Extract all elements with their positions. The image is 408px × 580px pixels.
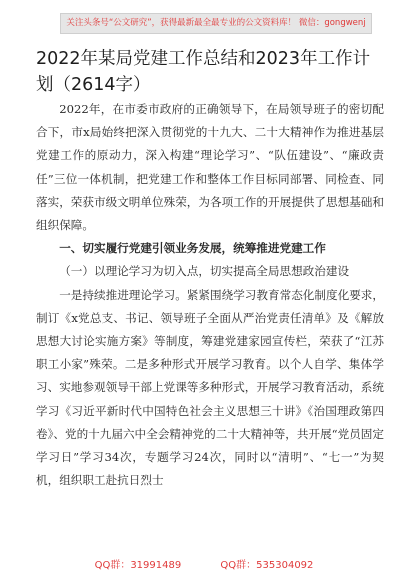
- qq-group-1: QQ群：31991489: [94, 560, 182, 571]
- section-heading-1: 一、切实履行党建引领业务发展，统筹推进党建工作: [59, 241, 326, 256]
- document-page: [36, 46, 384, 492]
- document-title: 2022年某局党建工作总结和2023年工作计划（2614字）: [36, 49, 371, 95]
- qq-group-2: QQ群：535304092: [220, 560, 314, 571]
- promo-banner: 关注头条号“公文研究”，获得最新最全最专业的公文资料库！ 微信：gongwenj: [60, 13, 372, 34]
- footer-contacts: [0, 556, 408, 571]
- body-paragraph-2: 一是持续推进理论学习。紧紧围绕学习教育常态化制度化要求，制订《x党总支、书记、领导班子全面从严治党责任清单》及《解放思想大讨论实施方案》等制度，筹建党建家园宣传栏，荣获了“江苏职工小家”殊荣。二是多种形式开展学习教育。以个人自学、集体学习、实地参观领导干部上党课等多种形式，开展学习教育活动，系统学习《习近平新时代中国特色社会主义思想三十讲》《治国理政第四卷》、党的十九届六中全会精神党的二十大精神等，共开展“党员固定学习日”学习34次，专题学习24次，同时以“清明”、“七一”为契机，组织职工赴抗日烈士: [36, 287, 384, 488]
- subsection-heading-1: （一）以理论学习为切入点，切实提高全局思想政治建设: [59, 264, 350, 279]
- intro-paragraph: 2022年，在市委市政府的正确领导下，在局领导班子的密切配合下，市x局始终把深入贯彻党的十九大、二十大精神作为推进基层党建工作的原动力，深入构建“理论学习”、“队伍建设”、“廉政责任”三位一体机制，把党建工作和整体工作目标同部署、同检查、同落实，荣获市级文明单位殊荣，为各项工作的开展提供了思想基础和组织保障。: [36, 102, 384, 233]
